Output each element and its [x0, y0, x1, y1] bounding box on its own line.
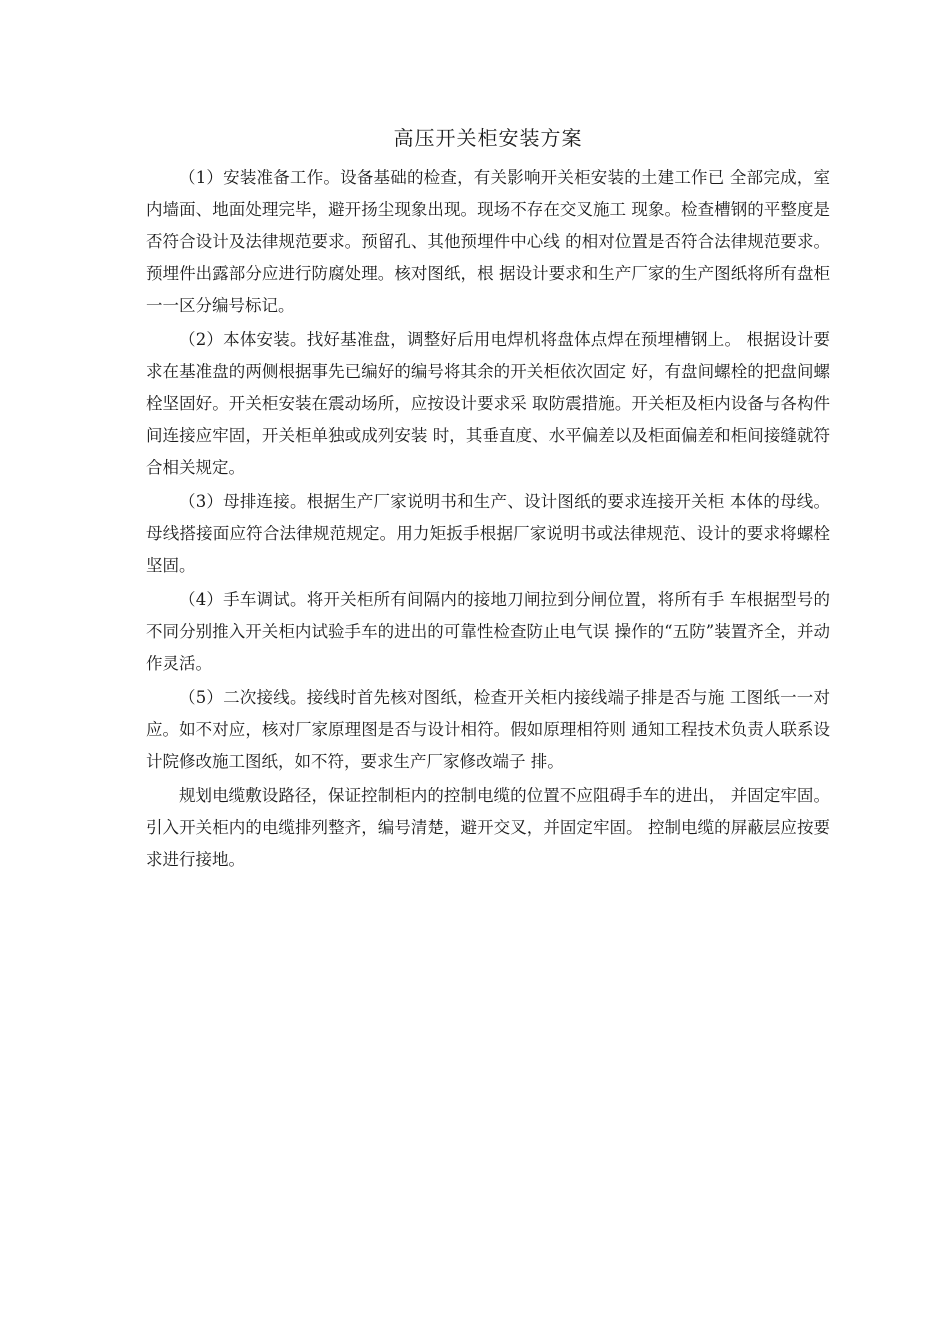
paragraph-busbar-connection: （3）母排连接。根据生产厂家说明书和生产、设计图纸的要求连接开关柜 本体的母线。母线搭接面应符合法律规范规定。用力矩扳手根据厂家说明书或法律规范、设计的要求将螺栓坚固。	[146, 492, 830, 575]
paragraph-body-installation: （2）本体安装。找好基准盘，调整好后用电焊机将盘体点焊在预埋槽钢上。 根据设计要求在基准盘的两侧根据事先已编好的编号将其余的开关柜依次固定 好，有盘间螺栓的把盘间螺栓坚固好。开关柜安装在震动场所，应按设计要求采 取防震措施。开关柜及柜内设备与各构件间连接应牢固，开关柜单独或成列安装 时，其垂直度、水平偏差以及柜面偏差和柜间接缝就符合相关规定。	[146, 330, 830, 477]
paragraph-cable-routing: 规划电缆敷设路径，保证控制柜内的控制电缆的位置不应阻碍手车的进出， 并固定牢固。引入开关柜内的电缆排列整齐，编号清楚，避开交叉，并固定牢固。 控制电缆的屏蔽层应按要求进行接地。	[146, 786, 830, 869]
document-page	[146, 118, 830, 878]
paragraph-trolley-debugging: （4）手车调试。将开关柜所有间隔内的接地刀闸拉到分闸位置，将所有手 车根据型号的不同分别推入开关柜内试验手车的进出的可靠性检查防止电气误 操作的“五防”装置齐全，并动作灵活。	[146, 590, 830, 673]
document-title: 高压开关柜安装方案	[393, 126, 583, 150]
paragraph-secondary-wiring: （5）二次接线。接线时首先核对图纸，检查开关柜内接线端子排是否与施 工图纸一一对应。如不对应，核对厂家原理图是否与设计相符。假如原理相符则 通知工程技术负责人联系设计院修改施工图纸，如不符，要求生产厂家修改端子 排。	[146, 688, 830, 771]
paragraph-preparation: （1）安装准备工作。设备基础的检查，有关影响开关柜安装的土建工作已 全部完成，室内墙面、地面处理完毕，避开扬尘现象出现。现场不存在交叉施工 现象。检查槽钢的平整度是否符合设计及法律规范要求。预留孔、其他预埋件中心线 的相对位置是否符合法律规范要求。预埋件出露部分应进行防腐处理。核对图纸，根 据设计要求和生产厂家的生产图纸将所有盘柜一一区分编号标记。	[146, 168, 830, 315]
